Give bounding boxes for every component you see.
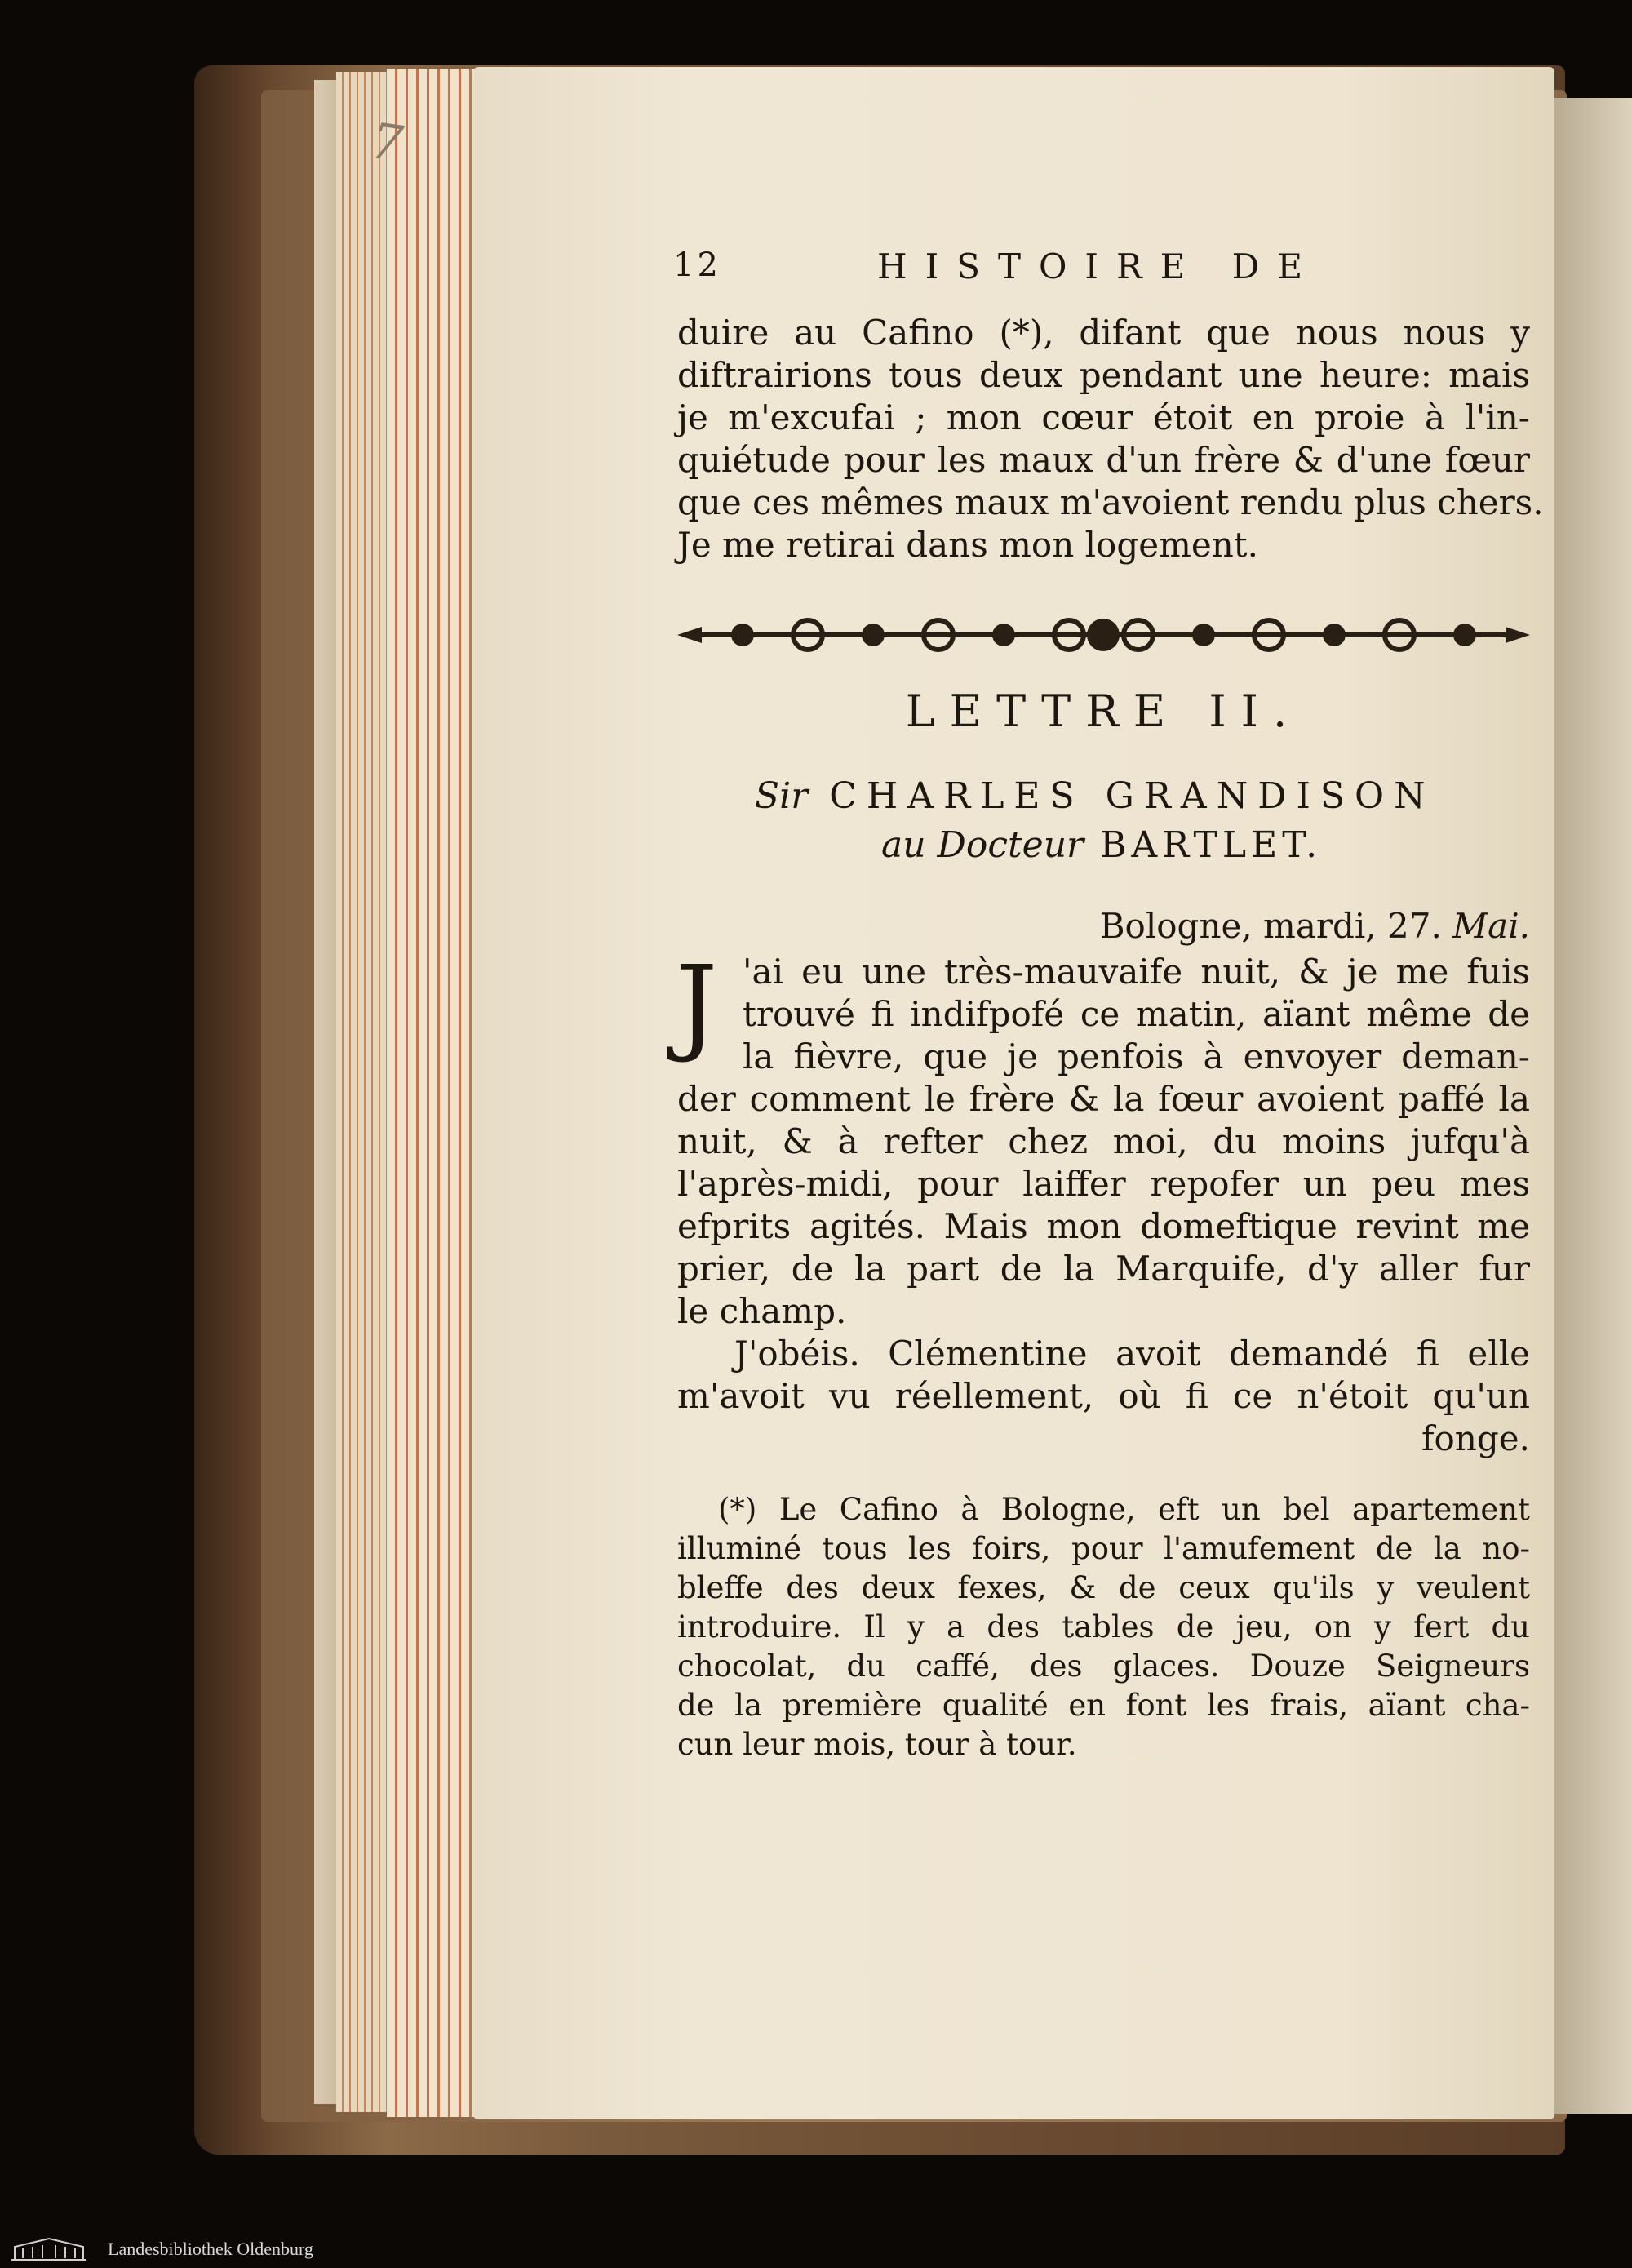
footnote-line: de la première qualité en font les frais, aïant cha-: [677, 1688, 1530, 1723]
text-line: diftrairions tous deux pendant une heure: mais: [677, 355, 1530, 395]
text-line: 'ai eu une très-mauvaife nuit, & je me fuis: [743, 952, 1530, 992]
text-line: trouvé fi indifpofé ce matin, aïant même de: [743, 994, 1530, 1034]
sender-name: CHARLES GRANDISON: [829, 775, 1435, 817]
text-line: que ces mêmes maux m'avoient rendu plus chers.: [677, 482, 1544, 522]
text-line: quiétude pour les maux d'un frère & d'une fœur: [677, 440, 1530, 480]
letter-opening: [743, 951, 1530, 1078]
footnote-line: introduire. Il y a des tables de jeu, on y fert du: [677, 1609, 1530, 1644]
footnote-line: chocolat, du caffé, des glaces. Douze Seigneurs: [677, 1649, 1530, 1684]
text-line: l'après-midi, pour laiffer repofer un peu mes: [677, 1164, 1530, 1204]
text-line: m'avoit vu réellement, où fi ce n'étoit qu'un: [677, 1376, 1530, 1416]
page-edge-left: [314, 80, 339, 2104]
text-line: la fièvre, que je penfois à envoyer deman-: [743, 1036, 1530, 1076]
footnote-line: illuminé tous les foirs, pour l'amufement de la no-: [677, 1531, 1530, 1566]
text-line: efprits agités. Mais mon domeftique revint me: [677, 1206, 1530, 1246]
text-line: der comment le frère & la fœur avoient paffé la: [677, 1079, 1530, 1119]
recipient-prefix: au Docteur: [881, 824, 1084, 866]
dateline: [1044, 906, 1530, 948]
text-line: fonge.: [1421, 1418, 1530, 1458]
text-line: J'obéis. Clémentine avoit demandé fi elle: [734, 1334, 1530, 1374]
running-head: [673, 246, 1530, 295]
text-line: le champ.: [677, 1291, 847, 1331]
letter-paragraph-2: [677, 1333, 1530, 1460]
page-edges-stack: [336, 72, 388, 2112]
letter-recipient: [677, 824, 1530, 870]
recipient-name: BARTLET.: [1100, 824, 1323, 866]
top-paragraph: [677, 312, 1544, 566]
page-edges-red: [387, 69, 477, 2117]
library-building-icon: [8, 2235, 90, 2261]
ornament-divider: [677, 612, 1530, 658]
footnote: [677, 1490, 1530, 1764]
facing-page-edge: [1554, 98, 1632, 2114]
text-line: prier, de la part de la Marquife, d'y aller fur: [677, 1249, 1530, 1289]
dateline-month: Mai.: [1452, 906, 1530, 946]
text-line: je m'excufai ; mon cœur étoit en proie à l'in-: [677, 397, 1530, 437]
sender-prefix: Sir: [755, 775, 809, 817]
footnote-line: (*) Le Cafino à Bologne, eft un bel apartement: [718, 1492, 1530, 1527]
margin-handwritten-mark: 7: [367, 112, 406, 174]
footnote-line: cun leur mois, tour à tour.: [677, 1727, 1077, 1762]
letter-sender: [677, 775, 1530, 821]
letter-title: LETTRE II.: [905, 686, 1302, 737]
running-title: HISTOIRE DE: [877, 246, 1320, 286]
page-number: 12: [673, 246, 721, 284]
letter-body: [677, 1078, 1530, 1333]
dateline-place-date: Bologne, mardi, 27.: [1099, 906, 1442, 946]
drop-cap: J: [676, 944, 718, 1066]
library-name: Landesbibliothek Oldenburg: [108, 2239, 313, 2259]
library-footer: [0, 2229, 1632, 2268]
text-line: Je me retirai dans mon logement.: [677, 525, 1259, 565]
text-line: nuit, & à refter chez moi, du moins jufqu'à: [677, 1121, 1530, 1161]
footnote-line: bleffe des deux fexes, & de ceux qu'ils y veulent: [677, 1570, 1530, 1605]
text-line: duire au Cafino (*), difant que nous nous y: [677, 313, 1530, 353]
